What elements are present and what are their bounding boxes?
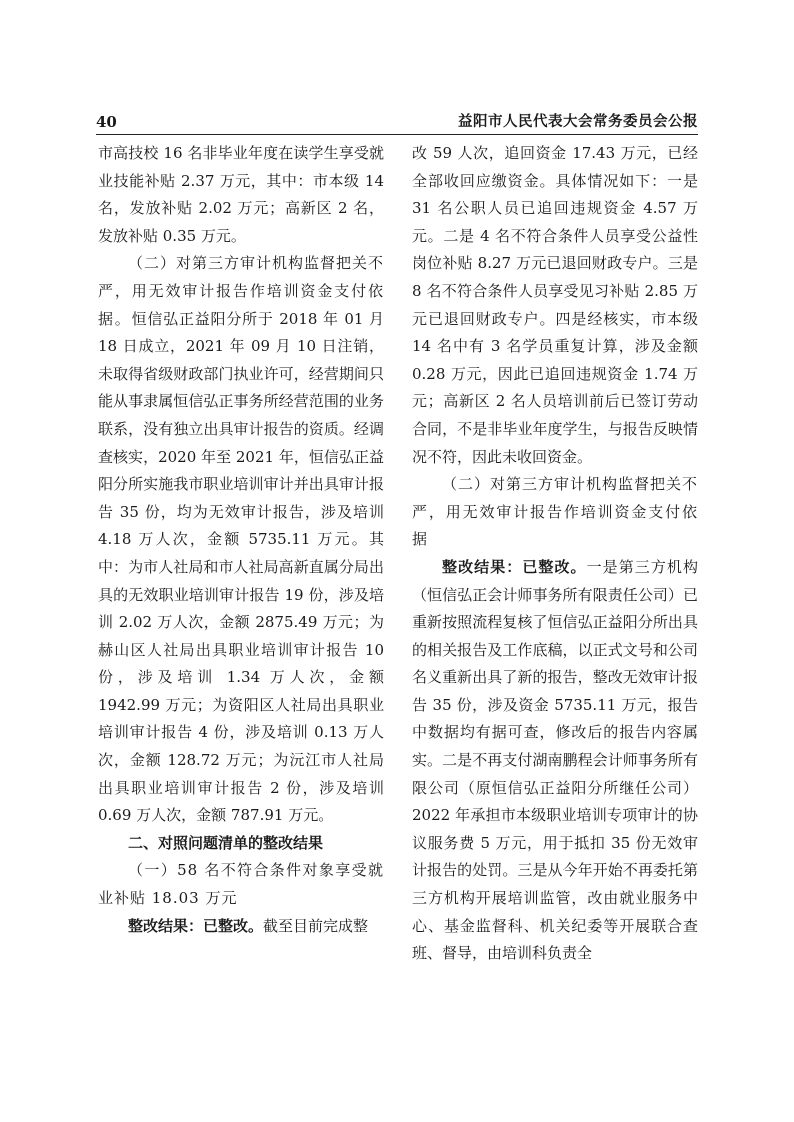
paragraph	[98, 250, 384, 829]
paragraph-body: 截至目前完成整	[263, 916, 369, 935]
subsection-title: （二）对第三方审计机构监督把关不严，用无效审计报告作培训资金支付依据	[412, 475, 699, 549]
subsection-title: （二）对第三方审计机构监督把关不严，用无效审计报告作培训资金支付依据。	[98, 254, 385, 328]
page-number: 40	[96, 113, 117, 131]
paragraph	[98, 913, 384, 941]
paragraph: 改 59 人次，追回资金 17.43 万元，已经全部收回应缴资金。具体情况如下：一是 31 名公职人员已追回违规资金 4.57 万元。二是 4 名不符合条件人员享受公益性岗位补贴 8.27 万元已退回财政专户。三是 8 名不符合条件人员享受见习补贴 2.85 万元已退回财政专户。四是经核实，市本级 14 名中有 3 名学员重复计算，涉及金额 0.28 万元，因此已追回违规资金 1.74 万元；高新区 2 名人员培训前后已签订劳动合同，不是非毕业年度学生，与报告反映情况不符，因此未收回资金。	[412, 144, 698, 466]
journal-title: 益阳市人民代表大会常务委员会公报	[458, 113, 698, 130]
paragraph: 市高技校 16 名非毕业年度在读学生享受就业技能补贴 2.37 万元，其中：市本级 14 名，发放补贴 2.02 万元；高新区 2 名，发放补贴 0.35 万元。	[98, 144, 384, 245]
page-header	[96, 112, 698, 135]
paragraph	[412, 554, 698, 968]
left-column	[98, 140, 384, 940]
section-heading: 二、对照问题清单的整改结果	[128, 833, 324, 852]
subsection-title: （一）58 名不符合条件对象享受就业补贴 18.03 万元	[98, 861, 384, 908]
paragraph-body: 恒信弘正益阳分所于 2018 年 01 月 18 日成立，2021 年 09 月 10 日注销，未取得省级财政部门执业许可，经营期间只能从事隶属恒信弘正事务所经营范围的业务联系，没有独立出具审计报告的资质。经调查核实，2020 年至 2021 年，恒信弘正益阳分所实施我市职业培训审计并出具审计报告 35 份，均为无效审计报告，涉及培训 4.18 万人次，金额 5735.11 万元。其中：为市人社局和市人社局高新直属分局出具的无效职业培训审计报告 19 份，涉及培训 2.02 万人次，金额 2875.49 万元；为赫山区人社局出具职业培训审计报告 10 份，涉及培训 1.34 万人次，金额 1942.99 万元；为资阳区人社局出具职业培训审计报告 4 份，涉及培训 0.13 万人次，金额 128.72 万元；为沅江市人社局出具职业培训审计报告 2 份，涉及培训 0.69 万人次，金额 787.91 万元。	[98, 309, 384, 825]
right-column	[412, 140, 698, 968]
result-lead: 整改结果：已整改。	[442, 557, 587, 576]
paragraph-body: 一是第三方机构（恒信弘正会计师事务所有限责任公司）已重新按照流程复核了恒信弘正益阳分所出具的相关报告及工作底稿，以正式文号和公司名义重新出具了新的报告，整改无效审计报告 35 份，涉及资金 5735.11 万元，报告中数据均有据可查，修改后的报告内容属实。二是不再支付湖南鹏程会计师事务所有限公司（原恒信弘正益阳分所继任公司）2022 年承担市本级职业培训专项审计的协议服务费 5 万元，用于抵扣 35 份无效审计报告的处罚。三是从今年开始不再委托第三方机构开展培训监管，改由就业服务中心、基金监督科、机关纪委等开展联合查班、督导，由培训科负责全	[412, 557, 698, 963]
result-lead: 整改结果：已整改。	[128, 916, 264, 935]
